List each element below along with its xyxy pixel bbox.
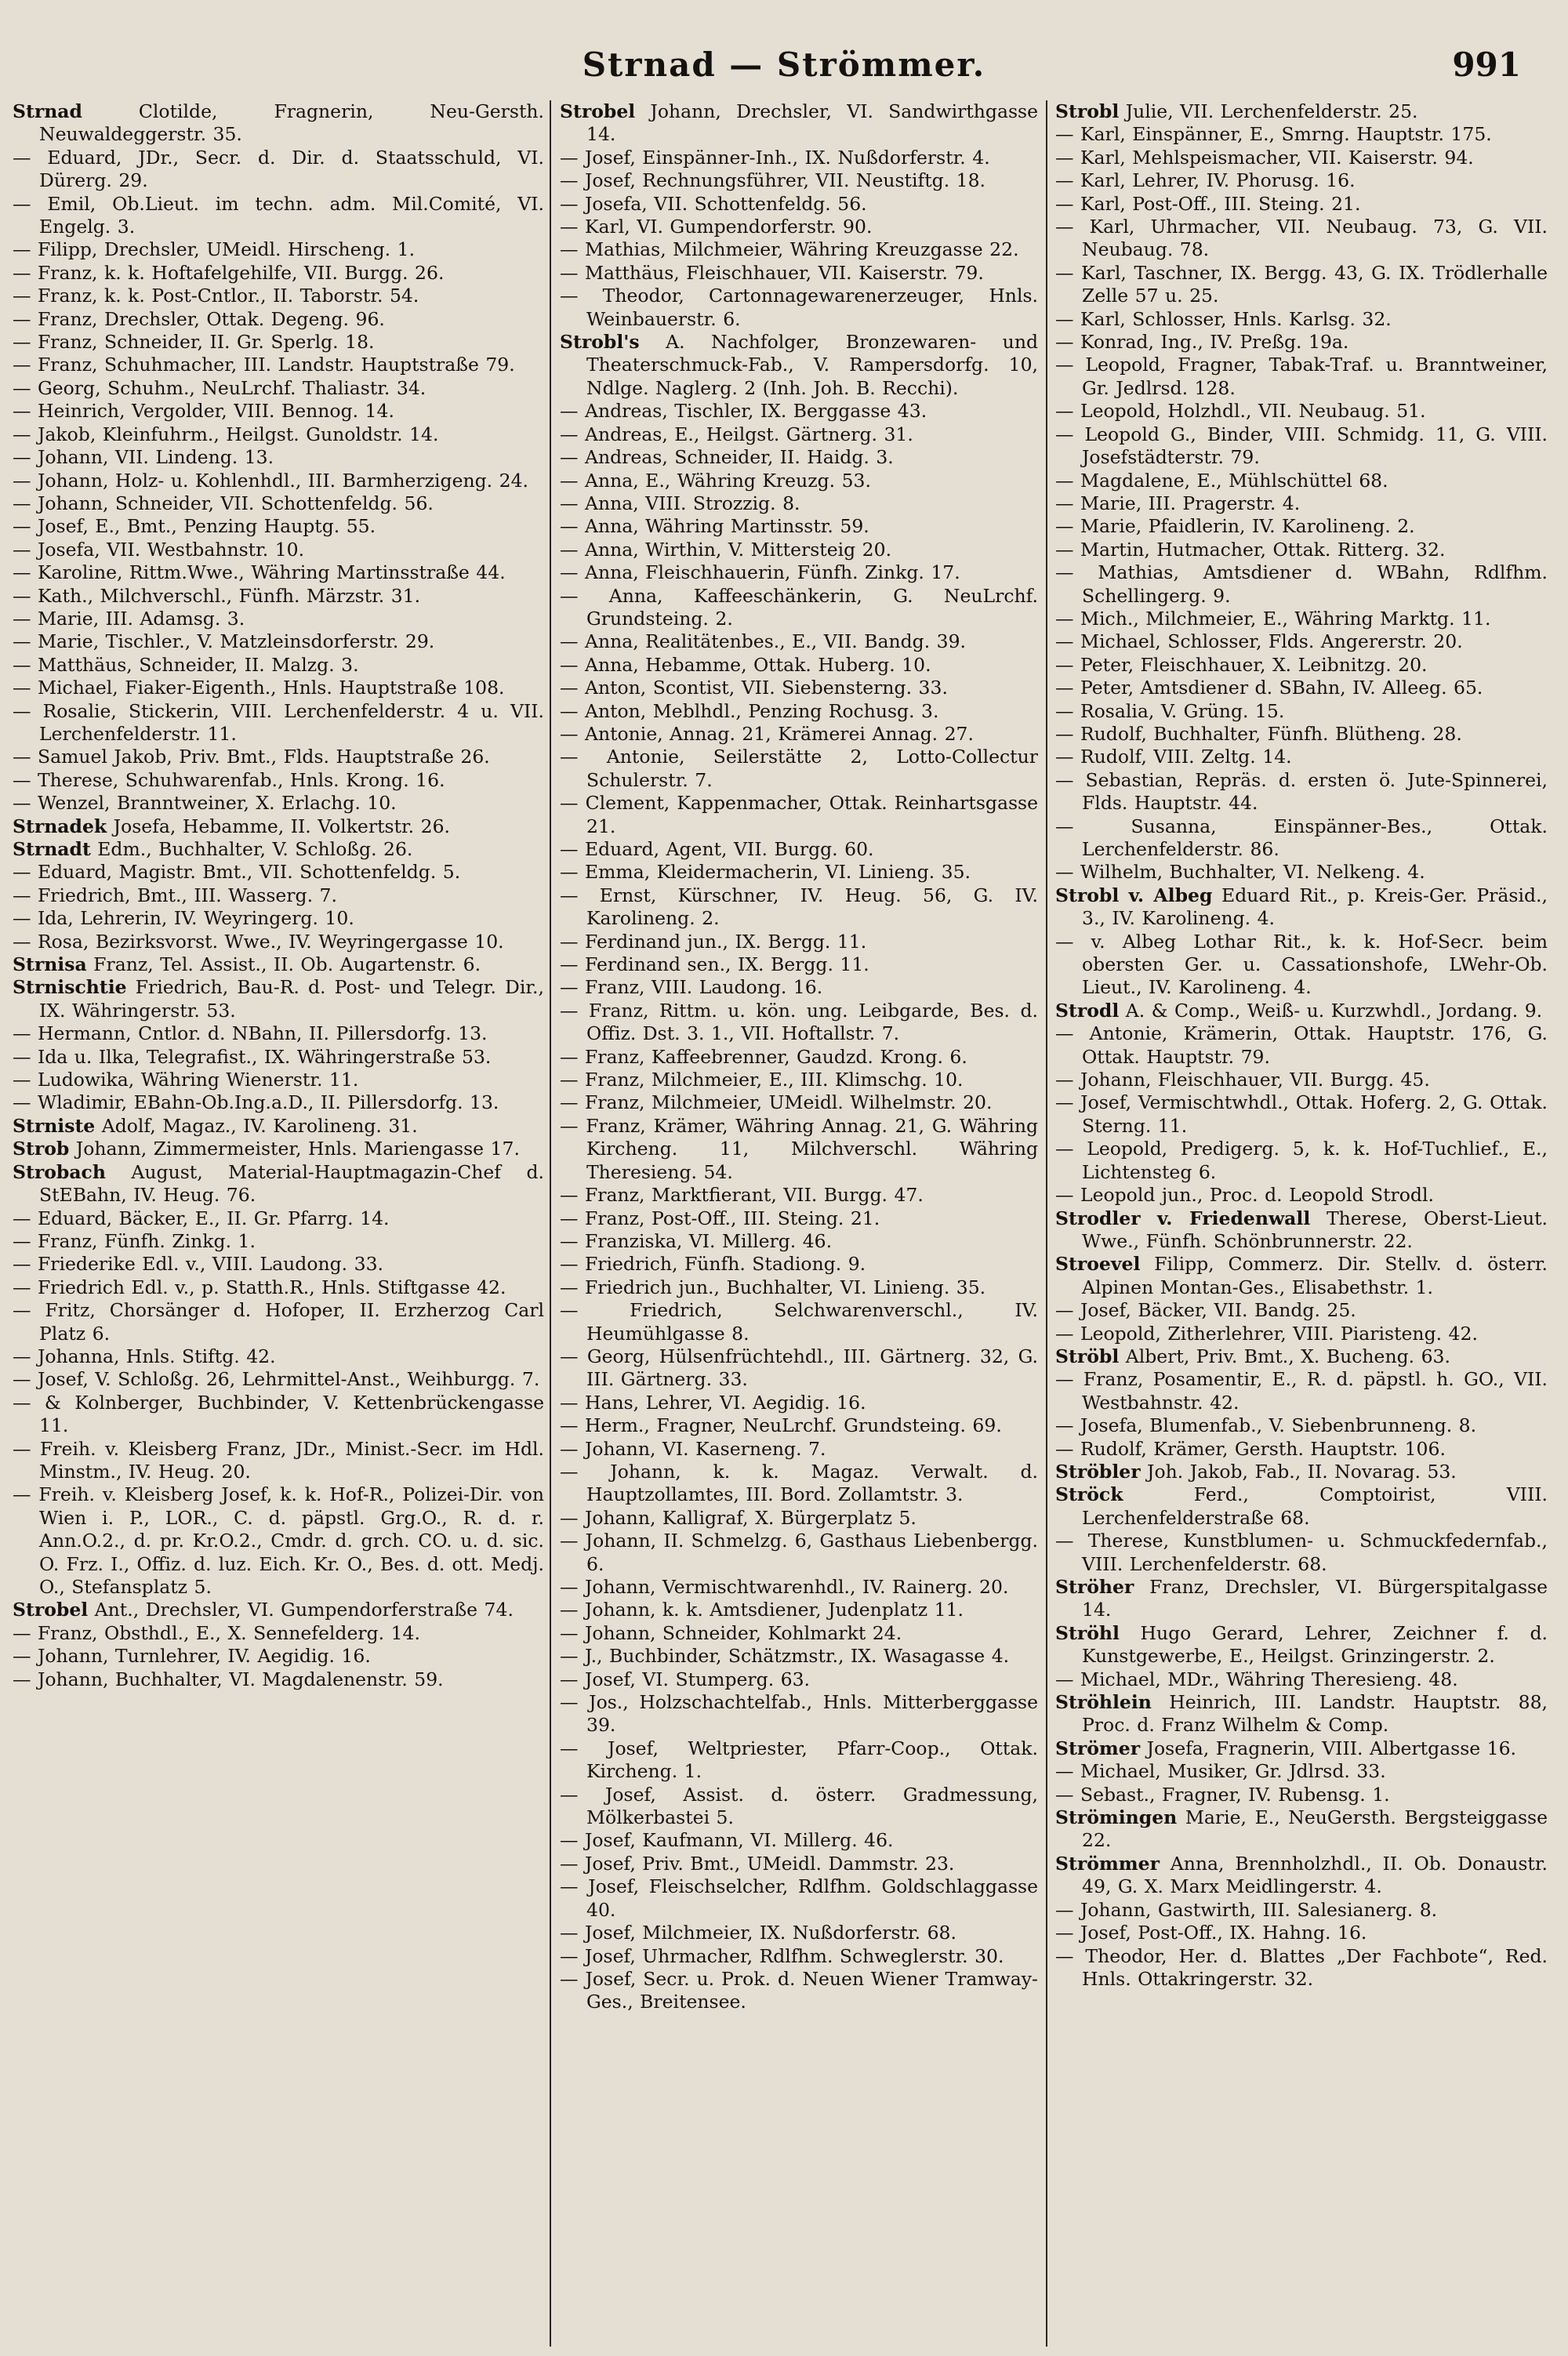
directory-entry: — Friedrich Edl. v., p. Statth.R., Hnls. Stiftgasse 42. — [13, 1276, 506, 1298]
directory-entry: Ströhl Hugo Gerard, Lehrer, Zeichner f. d. Kunstgewerbe, E., Heilgst. Grinzingerstr. 2. — [1055, 1621, 1548, 1668]
directory-entry: Strömmer Anna, Brennholzhdl., II. Ob. Donaustr. 49, G. X. Marx Meidlingerstr. 4. — [1055, 1852, 1548, 1898]
directory-entry: Strobl v. Albeg Eduard Rit., p. Kreis-Ger. Präsid., 3., IV. Karolineng. 4. — [1055, 884, 1548, 930]
directory-entry: — Anton, Meblhdl., Penzing Rochusg. 3. — [560, 699, 939, 722]
directory-entry: — Johann, Turnlehrer, IV. Aegidig. 16. — [13, 1645, 371, 1668]
directory-entry: — Friedrich, Bmt., III. Wasserg. 7. — [13, 884, 337, 906]
directory-entry: Strodler v. Friedenwall Therese, Oberst-Lieut. Wwe., Fünfh. Schönbrunnerstr. 22. — [1055, 1207, 1548, 1252]
directory-entry: — Josefa, Blumenfab., V. Siebenbrunneng. 8. — [1055, 1414, 1477, 1437]
directory-entry: — Karl, Lehrer, IV. Phorusg. 16. — [1055, 169, 1356, 192]
directory-entry: Ströhlein Heinrich, III. Landstr. Hauptstr. 88, Proc. d. Franz Wilhelm & Comp. — [1055, 1691, 1548, 1737]
directory-entry: — Antonie, Annag. 21, Krämerei Annag. 27. — [560, 722, 974, 745]
directory-entry: Strobel Ant., Drechsler, VI. Gumpendorferstraße 74. — [13, 1599, 514, 1621]
directory-entry: — Marie, III. Adamsg. 3. — [13, 607, 245, 630]
directory-entry: — Hans, Lehrer, VI. Aegidig. 16. — [560, 1391, 866, 1414]
directory-entry: — Matthäus, Schneider, II. Malzg. 3. — [13, 653, 359, 676]
directory-entry: — Johann, Schneider, VII. Schottenfeldg. 56. — [13, 492, 434, 514]
directory-entry: — Eduard, Bäcker, E., II. Gr. Pfarrg. 14. — [13, 1207, 390, 1229]
directory-entry: — Rudolf, VIII. Zeltg. 14. — [1055, 746, 1292, 768]
directory-entry: — Rosalia, V. Grüng. 15. — [1055, 699, 1285, 722]
directory-entry: Strobl's A. Nachfolger, Bronzewaren- und Theaterschmuck-Fab., V. Rampersdorfg. 10, Ndlge. Naglerg. 2 (Inh. Joh. B. Recchi). — [560, 331, 1038, 399]
directory-entry: — Franz, Krämer, Währing Annag. 21, G. Währing Kircheng. 11, Milchverschl. Währing Theresieng. 54. — [560, 1114, 1038, 1183]
directory-entry: — Anton, Scontist, VII. Siebensterng. 33. — [560, 677, 948, 699]
directory-entry: Strnisa Franz, Tel. Assist., II. Ob. Augartenstr. 6. — [13, 953, 481, 976]
directory-entry: — Leopold, Fragner, Tabak-Traf. u. Branntweiner, Gr. Jedlrsd. 128. — [1055, 354, 1548, 399]
directory-entry: — Josef, Weltpriester, Pfarr-Coop., Ottak. Kircheng. 1. — [560, 1737, 1038, 1783]
directory-entry: — Leopold, Zitherlehrer, VIII. Piaristeng. 42. — [1055, 1322, 1478, 1345]
directory-entry: — Anna, Währing Martinsstr. 59. — [560, 515, 869, 538]
directory-entry: — Hermann, Cntlor. d. NBahn, II. Pillersdorfg. 13. — [13, 1022, 488, 1045]
directory-entry: — Jos., Holzschachtelfab., Hnls. Mitterberggasse 39. — [560, 1691, 1038, 1737]
directory-entry: — Josefa, VII. Schottenfeldg. 56. — [560, 192, 867, 215]
column-divider — [1046, 100, 1047, 2347]
directory-entry: — Josef, V. Schloßg. 26, Lehrmittel-Anst., Weihburgg. 7. — [13, 1368, 540, 1391]
directory-entry: Ströbler Joh. Jakob, Fab., II. Novarag. 53. — [1055, 1460, 1457, 1483]
directory-entry: — Johann, Kalligraf, X. Bürgerplatz 5. — [560, 1506, 916, 1529]
directory-entry: — Franz, k. k. Hoftafelgehilfe, VII. Burgg. 26. — [13, 261, 445, 284]
directory-entry: — Franz, Schuhmacher, III. Landstr. Hauptstraße 79. — [13, 354, 515, 376]
directory-entry: — Sebastian, Repräs. d. ersten ö. Jute-Spinnerei, Flds. Hauptstr. 44. — [1055, 768, 1548, 815]
directory-entry: — Johann, Schneider, Kohlmarkt 24. — [560, 1621, 902, 1644]
directory-entry: — Wilhelm, Buchhalter, VI. Nelkeng. 4. — [1055, 861, 1425, 884]
directory-entry: Strniste Adolf, Magaz., IV. Karolineng. 31. — [13, 1114, 418, 1137]
directory-entry: — Jakob, Kleinfuhrm., Heilgst. Gunoldstr. 14. — [13, 423, 439, 445]
directory-entry: — Johanna, Hnls. Stiftg. 42. — [13, 1345, 276, 1367]
directory-entry: — Michael, Musiker, Gr. Jdlrsd. 33. — [1055, 1760, 1386, 1783]
directory-entry: — Franz, VIII. Laudong. 16. — [560, 976, 823, 999]
directory-entry: Strobel Johann, Drechsler, VI. Sandwirthgasse 14. — [560, 100, 1038, 146]
directory-entry: — Eduard, Agent, VII. Burgg. 60. — [560, 838, 874, 860]
directory-entry: — Freih. v. Kleisberg Josef, k. k. Hof-R., Polizei-Dir. von Wien i. P., LOR., C. d. päpstl. Grg.O., R. d. r. Ann.O.2., d. pr. Kr.O.2., Cmdr. d. grch. CO. u. d. sic. O. Frz. I., Offiz. d. luz. Eich. Kr. O., Bes. d. ott. Medj. O., Stefansplatz 5. — [13, 1483, 544, 1598]
directory-entry: — Mich., Milchmeier, E., Währing Marktg. 11. — [1055, 607, 1491, 630]
directory-entry: Strnischtie Friedrich, Bau-R. d. Post- und Telegr. Dir., IX. Währingerstr. 53. — [13, 976, 544, 1022]
directory-entry: — Johann, k. k. Magaz. Verwalt. d. Hauptzollamtes, III. Bord. Zollamtstr. 3. — [560, 1460, 1038, 1506]
directory-entry: Stroevel Filipp, Commerz. Dir. Stellv. d. österr. Alpinen Montan-Ges., Elisabethstr. 1. — [1055, 1253, 1548, 1298]
directory-entry: — Anna, E., Währing Kreuzg. 53. — [560, 469, 871, 492]
directory-entry: — Franz, Kaffeebrenner, Gaudzd. Krong. 6. — [560, 1045, 967, 1068]
directory-entry: — Karl, Mehlspeismacher, VII. Kaiserstr. 94. — [1055, 146, 1474, 169]
directory-entry: — Emma, Kleidermacherin, VI. Linieng. 35. — [560, 861, 971, 884]
directory-entry: — Konrad, Ing., IV. Preßg. 19a. — [1055, 331, 1349, 354]
directory-entry: — Franz, k. k. Post-Cntlor., II. Taborstr. 54. — [13, 285, 419, 307]
column-2 — [555, 100, 1043, 2347]
directory-entry: — Anna, Wirthin, V. Mittersteig 20. — [560, 538, 892, 561]
directory-entry: — Wenzel, Branntweiner, X. Erlachg. 10. — [13, 792, 397, 815]
directory-entry: — Ludowika, Währing Wienerstr. 11. — [13, 1069, 359, 1091]
directory-entry: — Herm., Fragner, NeuLrchf. Grundsteing. 69. — [560, 1414, 1002, 1437]
directory-entry: — Michael, Schlosser, Flds. Angererstr. 20. — [1055, 630, 1463, 653]
directory-entry: — Theodor, Cartonnagewarenerzeuger, Hnls. Weinbauerstr. 6. — [560, 285, 1038, 330]
directory-entry: — Clement, Kappenmacher, Ottak. Reinhartsgasse 21. — [560, 792, 1038, 837]
directory-entry: — Franz, Schneider, II. Gr. Sperlg. 18. — [13, 331, 375, 354]
columns-container — [8, 100, 1556, 2347]
directory-entry: Strömingen Marie, E., NeuGersth. Bergsteiggasse 22. — [1055, 1806, 1548, 1852]
directory-entry: — Franz, Milchmeier, UMeidl. Wilhelmstr. 20. — [560, 1091, 993, 1114]
directory-entry: Strob Johann, Zimmermeister, Hnls. Mariengasse 17. — [13, 1138, 520, 1160]
directory-entry: — Andreas, Tischler, IX. Berggasse 43. — [560, 400, 927, 423]
directory-entry: — Johann, Vermischtwarenhdl., IV. Rainerg. 20. — [560, 1576, 1009, 1598]
directory-entry: — Josef, Fleischselcher, Rdlfhm. Goldschlaggasse 40. — [560, 1875, 1038, 1921]
directory-entry: — Heinrich, Vergolder, VIII. Bennog. 14. — [13, 400, 394, 423]
directory-entry: — Anna, Fleischhauerin, Fünfh. Zinkg. 17. — [560, 561, 960, 584]
directory-entry: — Theodor, Her. d. Blattes „Der Fachbote“, Red. Hnls. Ottakringerstr. 32. — [1055, 1944, 1548, 1990]
directory-entry: Strodl A. & Comp., Weiß- u. Kurzwhdl., Jordang. 9. — [1055, 999, 1543, 1022]
directory-entry: Strobach August, Material-Hauptmagazin-Chef d. StEBahn, IV. Heug. 76. — [13, 1160, 544, 1207]
directory-entry: — Karl, Einspänner, E., Smrng. Hauptstr. 175. — [1055, 123, 1492, 146]
directory-entry: — Johann, VI. Kaserneng. 7. — [560, 1437, 826, 1460]
directory-entry: — Karl, Schlosser, Hnls. Karlsg. 32. — [1055, 307, 1392, 330]
directory-entry: — Therese, Schuhwarenfab., Hnls. Krong. 16. — [13, 768, 445, 791]
directory-entry: — Ernst, Kürschner, IV. Heug. 56, G. IV. Karolineng. 2. — [560, 884, 1038, 930]
directory-entry: — Leopold jun., Proc. d. Leopold Strodl. — [1055, 1184, 1434, 1207]
directory-entry: — Peter, Amtsdiener d. SBahn, IV. Alleeg. 65. — [1055, 677, 1483, 699]
directory-entry: — Eduard, Magistr. Bmt., VII. Schottenfeldg. 5. — [13, 861, 461, 884]
directory-entry: — Antonie, Krämerin, Ottak. Hauptstr. 176, G. Ottak. Hauptstr. 79. — [1055, 1022, 1548, 1068]
directory-entry: — Franz, Post-Off., III. Steing. 21. — [560, 1207, 880, 1229]
directory-entry: — Josef, Priv. Bmt., UMeidl. Dammstr. 23. — [560, 1852, 955, 1875]
directory-entry: — Leopold, Holzhdl., VII. Neubaug. 51. — [1055, 400, 1426, 423]
directory-entry: — Karl, Post-Off., III. Steing. 21. — [1055, 192, 1361, 215]
directory-entry: — Ida u. Ilka, Telegrafist., IX. Währingerstraße 53. — [13, 1045, 492, 1068]
column-divider — [550, 100, 551, 2347]
directory-entry: — Matthäus, Fleischhauer, VII. Kaiserstr. 79. — [560, 261, 984, 284]
directory-entry: — Filipp, Drechsler, UMeidl. Hirscheng. 1. — [13, 238, 416, 261]
directory-entry: — Friedrich, Selchwarenverschl., IV. Heumühlgasse 8. — [560, 1299, 1038, 1345]
page-number: 991 — [1452, 45, 1521, 84]
directory-entry: — Josef, Assist. d. österr. Gradmessung, Mölkerbastei 5. — [560, 1783, 1038, 1829]
directory-entry: — Johann, Fleischhauer, VII. Burgg. 45. — [1055, 1069, 1430, 1091]
directory-entry: — Peter, Fleischhauer, X. Leibnitzg. 20. — [1055, 653, 1428, 676]
directory-entry: — Andreas, Schneider, II. Haidg. 3. — [560, 446, 894, 469]
directory-entry: — Ferdinand sen., IX. Bergg. 11. — [560, 953, 869, 976]
directory-entry: — Eduard, JDr., Secr. d. Dir. d. Staatsschuld, VI. Dürerg. 29. — [13, 146, 544, 192]
directory-entry: — Antonie, Seilerstätte 2, Lotto-Collectur Schulerstr. 7. — [560, 746, 1038, 791]
directory-entry: Strömer Josefa, Fragnerin, VIII. Albertgasse 16. — [1055, 1737, 1517, 1759]
directory-entry: — Georg, Hülsenfrüchtehdl., III. Gärtnerg. 32, G. III. Gärtnerg. 33. — [560, 1345, 1038, 1391]
directory-entry: — Rosalie, Stickerin, VIII. Lerchenfelderstr. 4 u. VII. Lerchenfelderstr. 11. — [13, 699, 544, 745]
directory-entry: — Anna, VIII. Strozzig. 8. — [560, 492, 800, 514]
directory-entry: — Sebast., Fragner, IV. Rubensg. 1. — [1055, 1783, 1390, 1806]
directory-entry: — Rudolf, Buchhalter, Fünfh. Blütheng. 28. — [1055, 722, 1462, 745]
directory-entry: — Josef, Einspänner-Inh., IX. Nußdorferstr. 4. — [560, 146, 990, 169]
directory-entry: — Franz, Fünfh. Zinkg. 1. — [13, 1229, 256, 1252]
directory-entry: — Karl, VI. Gumpendorferstr. 90. — [560, 216, 873, 238]
running-head-title: Strnad — Strömmer. — [582, 45, 986, 84]
directory-entry: — Anna, Kaffeeschänkerin, G. NeuLrchf. Grundsteing. 2. — [560, 584, 1038, 630]
directory-entry: — Friedrich, Fünfh. Stadiong. 9. — [560, 1253, 866, 1276]
directory-entry: — Josef, Rechnungsführer, VII. Neustiftg. 18. — [560, 169, 986, 192]
entry-list — [1051, 100, 1552, 1991]
directory-entry: — Freih. v. Kleisberg Franz, JDr., Minist.-Secr. im Hdl. Minstm., IV. Heug. 20. — [13, 1437, 544, 1483]
directory-entry: — Josef, E., Bmt., Penzing Hauptg. 55. — [13, 515, 376, 538]
directory-entry: Ströbl Albert, Priv. Bmt., X. Bucheng. 63. — [1055, 1345, 1450, 1367]
directory-entry: — Johann, Buchhalter, VI. Magdalenenstr. 59. — [13, 1668, 444, 1690]
directory-entry: — Josef, Milchmeier, IX. Nußdorferstr. 68. — [560, 1922, 956, 1944]
directory-entry: — Marie, Pfaidlerin, IV. Karolineng. 2. — [1055, 515, 1415, 538]
directory-entry: — Josef, VI. Stumperg. 63. — [560, 1668, 811, 1690]
directory-entry: — Karl, Taschner, IX. Bergg. 43, G. IX. Trödlerhalle Zelle 57 u. 25. — [1055, 261, 1548, 307]
directory-entry: — Johann, VII. Lindeng. 13. — [13, 446, 274, 469]
directory-entry: — Mathias, Milchmeier, Währing Kreuzgasse 22. — [560, 238, 1019, 261]
directory-entry: — Mathias, Amtsdiener d. WBahn, Rdlfhm. Schellingerg. 9. — [1055, 561, 1548, 607]
column-3 — [1051, 100, 1552, 2347]
directory-entry: — Georg, Schuhm., NeuLrchf. Thaliastr. 34. — [13, 376, 426, 399]
directory-entry: Ströher Franz, Drechsler, VI. Bürgerspitalgasse 14. — [1055, 1576, 1548, 1621]
directory-entry: — Friedrich jun., Buchhalter, VI. Linieng. 35. — [560, 1276, 986, 1298]
page-header — [0, 31, 1568, 102]
directory-entry: — Martin, Hutmacher, Ottak. Ritterg. 32. — [1055, 538, 1446, 561]
directory-entry: — Friederike Edl. v., VIII. Laudong. 33. — [13, 1253, 383, 1276]
directory-entry: — Karoline, Rittm.Wwe., Währing Martinsstraße 44. — [13, 561, 506, 584]
directory-entry: — Josef, Bäcker, VII. Bandg. 25. — [1055, 1299, 1356, 1322]
directory-entry: — Rosa, Bezirksvorst. Wwe., IV. Weyringergasse 10. — [13, 930, 504, 953]
directory-entry: — Susanna, Einspänner-Bes., Ottak. Lerchenfelderstr. 86. — [1055, 815, 1548, 860]
directory-entry: — Marie, Tischler., V. Matzleinsdorferstr. 29. — [13, 630, 435, 653]
directory-entry: — Kath., Milchverschl., Fünfh. Märzstr. 31. — [13, 584, 421, 607]
directory-entry: — Franz, Drechsler, Ottak. Degeng. 96. — [13, 307, 385, 330]
directory-entry: — Therese, Kunstblumen- u. Schmuckfedernfab., VIII. Lerchenfelderstr. 68. — [1055, 1530, 1548, 1575]
directory-entry: — Michael, Fiaker-Eigenth., Hnls. Hauptstraße 108. — [13, 677, 505, 699]
directory-entry: — Rudolf, Krämer, Gersth. Hauptstr. 106. — [1055, 1437, 1446, 1460]
directory-entry: — Johann, II. Schmelzg. 6, Gasthaus Liebenbergg. 6. — [560, 1530, 1038, 1575]
directory-entry: — Josef, Uhrmacher, Rdlfhm. Schweglerstr. 30. — [560, 1944, 1004, 1967]
directory-entry: — J., Buchbinder, Schätzmstr., IX. Wasagasse 4. — [560, 1645, 1010, 1668]
entry-list — [8, 100, 549, 1691]
directory-entry: — Marie, III. Pragerstr. 4. — [1055, 492, 1301, 514]
directory-entry: Ströck Ferd., Comptoirist, VIII. Lerchenfelderstraße 68. — [1055, 1483, 1548, 1529]
directory-entry: — Ferdinand jun., IX. Bergg. 11. — [560, 930, 867, 953]
directory-entry: — Ida, Lehrerin, IV. Weyringerg. 10. — [13, 907, 354, 930]
directory-entry: — Andreas, E., Heilgst. Gärtnerg. 31. — [560, 423, 913, 445]
directory-entry: — Johann, Gastwirth, III. Salesianerg. 8. — [1055, 1898, 1438, 1921]
directory-entry: — Johann, k. k. Amtsdiener, Judenplatz 11. — [560, 1599, 964, 1621]
directory-entry: Strobl Julie, VII. Lerchenfelderstr. 25. — [1055, 100, 1418, 122]
directory-entry: — Emil, Ob.Lieut. im techn. adm. Mil.Comité, VI. Engelg. 3. — [13, 192, 544, 238]
directory-entry: — Josef, Post-Off., IX. Hahng. 16. — [1055, 1922, 1367, 1944]
directory-entry: — Fritz, Chorsänger d. Hofoper, II. Erzherzog Carl Platz 6. — [13, 1299, 544, 1345]
directory-entry: — Franz, Rittm. u. kön. ung. Leibgarde, Bes. d. Offiz. Dst. 3. 1., VII. Hoftallstr. 7. — [560, 999, 1038, 1045]
directory-entry: — Franz, Milchmeier, E., III. Klimschg. 10. — [560, 1069, 964, 1091]
directory-entry: — Johann, Holz- u. Kohlenhdl., III. Barmherzigeng. 24. — [13, 469, 528, 492]
directory-entry: — Samuel Jakob, Priv. Bmt., Flds. Hauptstraße 26. — [13, 746, 490, 768]
entry-list — [555, 100, 1043, 2014]
directory-entry: — Josef, Vermischtwhdl., Ottak. Hoferg. 2, G. Ottak. Sterng. 11. — [1055, 1091, 1548, 1137]
directory-entry: — Josefa, VII. Westbahnstr. 10. — [13, 538, 305, 561]
directory-entry: — Josef, Kaufmann, VI. Millerg. 46. — [560, 1829, 894, 1852]
directory-entry: Strnadt Edm., Buchhalter, V. Schloßg. 26. — [13, 838, 413, 860]
directory-entry: — Anna, Hebamme, Ottak. Huberg. 10. — [560, 653, 931, 676]
directory-entry: Strnad Clotilde, Fragnerin, Neu-Gersth. Neuwaldeggerstr. 35. — [13, 100, 544, 146]
directory-entry: — Wladimir, EBahn-Ob.Ing.a.D., II. Pillersdorfg. 13. — [13, 1091, 499, 1114]
directory-entry: — Karl, Uhrmacher, VII. Neubaug. 73, G. VII. Neubaug. 78. — [1055, 216, 1548, 261]
directory-entry: — Franz, Marktfierant, VII. Burgg. 47. — [560, 1184, 924, 1207]
directory-entry: — Josef, Secr. u. Prok. d. Neuen Wiener Tramway-Ges., Breitensee. — [560, 1967, 1038, 2013]
directory-entry: — Franz, Posamentir, E., R. d. päpstl. h. GO., VII. Westbahnstr. 42. — [1055, 1368, 1548, 1414]
directory-entry: — Anna, Realitätenbes., E., VII. Bandg. 39. — [560, 630, 967, 653]
directory-entry: — Franz, Obsthdl., E., X. Sennefelderg. 14. — [13, 1621, 420, 1644]
directory-entry: — v. Albeg Lothar Rit., k. k. Hof-Secr. beim obersten Ger. u. Cassationshofe, LWehr-Ob. Lieut., IV. Karolineng. 4. — [1055, 930, 1548, 999]
directory-entry: — Michael, MDr., Währing Theresieng. 48. — [1055, 1668, 1458, 1690]
directory-entry: — Leopold, Predigerg. 5, k. k. Hof-Tuchlief., E., Lichtensteg 6. — [1055, 1138, 1548, 1183]
directory-entry: — Leopold G., Binder, VIII. Schmidg. 11, G. VIII. Josefstädterstr. 79. — [1055, 423, 1548, 469]
directory-entry: Strnadek Josefa, Hebamme, II. Volkertstr. 26. — [13, 815, 450, 837]
column-1 — [8, 100, 549, 2347]
directory-entry: — Franziska, VI. Millerg. 46. — [560, 1229, 833, 1252]
directory-entry: — Magdalene, E., Mühlschüttel 68. — [1055, 469, 1388, 492]
directory-entry: — & Kolnberger, Buchbinder, V. Kettenbrückengasse 11. — [13, 1391, 544, 1437]
